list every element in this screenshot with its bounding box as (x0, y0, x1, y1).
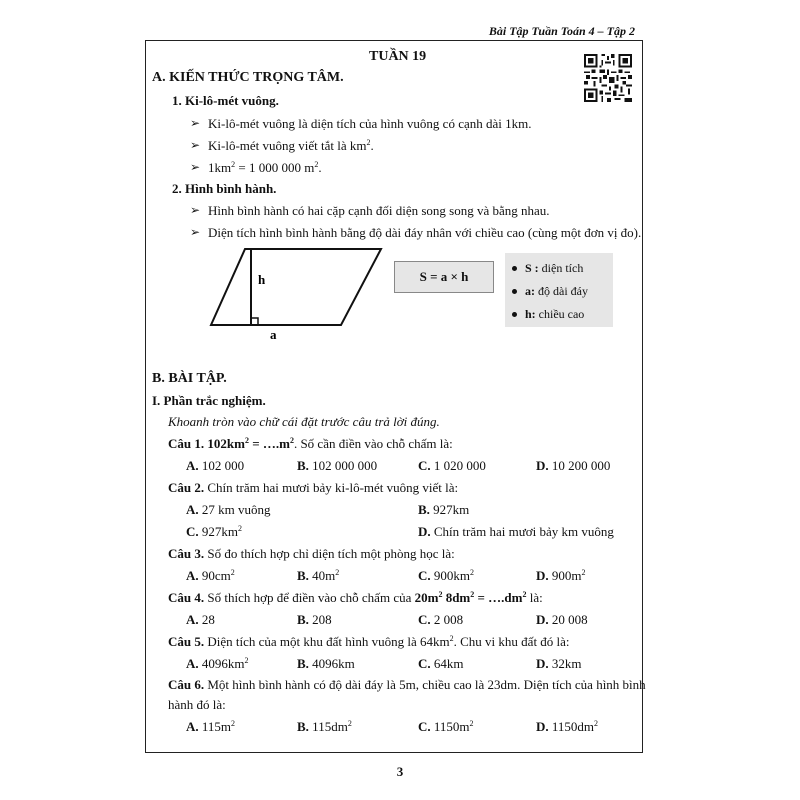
q2-option-c[interactable]: C. $927km^2$ (186, 524, 243, 539)
question-6-cont: hành đó là: (168, 697, 226, 712)
q1-option-b[interactable]: B. 102 000 000 (297, 458, 378, 473)
right-angle-marker (251, 318, 258, 325)
q3-option-d[interactable]: D. $900m^2$ (536, 568, 586, 583)
parallelogram-shape (211, 249, 381, 325)
q4-option-a[interactable]: A. 28 (186, 612, 215, 627)
sub1-bullet-1: Ki-lô-mét vuông là diện tích của hình vuông có cạnh dài 1km. (208, 116, 532, 131)
sub2-heading: 2. Hình bình hành. (172, 181, 277, 196)
qr-code (584, 54, 632, 102)
q5-option-b[interactable]: B. 4096km (297, 656, 355, 671)
height-label: h (258, 272, 266, 287)
q4-option-d[interactable]: D. 20 008 (536, 612, 588, 627)
sub2-bullet-1: Hình bình hành có hai cặp cạnh đối diện song song và bằng nhau. (208, 203, 550, 218)
running-header: Bài Tập Tuần Toán 4 – Tập 2 (488, 24, 635, 38)
sub2-bullet-2: Diện tích hình bình hành bằng độ dài đáy nhân với chiều cao (cùng một đơn vị đo). (208, 225, 642, 240)
page-number: 3 (396, 764, 404, 779)
question-3: Câu 3. Số đo thích hợp chỉ diện tích một phòng học là: (168, 546, 455, 561)
parallelogram-diagram (205, 245, 385, 345)
sub1-heading: 1. Ki-lô-mét vuông. (172, 93, 279, 108)
question-2: Câu 2. Chín trăm hai mươi bảy ki-lô-mét vuông viết là: (168, 480, 459, 495)
q3-option-a[interactable]: A. $90cm^2$ (186, 568, 235, 583)
q3-option-b[interactable]: B. $40m^2$ (297, 568, 340, 583)
bullet-dot-icon (512, 312, 517, 317)
legend-item: a: độ dài đáy (505, 284, 588, 299)
question-1: Câu 1. $102km^2$ = $\dots.m^2$. Số cần điền vào chỗ chấm là: (168, 436, 453, 451)
q1-option-a[interactable]: A. 102 000 (186, 458, 245, 473)
q6-option-d[interactable]: D. $1150dm^2$ (536, 719, 599, 734)
q5-option-a[interactable]: A. $4096km^2$ (186, 656, 249, 671)
sub1-bullet-2: Ki-lô-mét vuông viết tắt là $km^2$. (208, 138, 374, 153)
q2-option-b[interactable]: B. 927km (418, 502, 470, 517)
q2-option-d[interactable]: D. Chín trăm hai mươi bảy km vuông (418, 524, 614, 539)
area-formula-box: S = a × h (394, 261, 494, 293)
part1-heading: I. Phần trắc nghiệm. (152, 393, 266, 408)
arrow-bullet-icon: ➢ (190, 116, 201, 130)
section-a-heading: A. KIẾN THỨC TRỌNG TÂM. (152, 70, 344, 85)
q1-option-d[interactable]: D. 10 200 000 (536, 458, 611, 473)
q4-option-c[interactable]: C. 2 008 (418, 612, 464, 627)
q5-option-d[interactable]: D. 32km (536, 656, 582, 671)
q6-option-a[interactable]: A. $115m^2$ (186, 719, 236, 734)
q2-option-a[interactable]: A. 27 km vuông (186, 502, 271, 517)
section-b-heading: B. BÀI TẬP. (152, 371, 227, 386)
arrow-bullet-icon: ➢ (190, 203, 201, 217)
formula-legend (505, 253, 613, 327)
q6-option-b[interactable]: B. $115dm^2$ (297, 719, 352, 734)
bullet-dot-icon (512, 266, 517, 271)
q3-option-c[interactable]: C. $900km^2$ (418, 568, 475, 583)
arrow-bullet-icon: ➢ (190, 138, 201, 152)
sub1-bullet-3: $1km^2 = 1$ 000 000 $m^2$. (208, 160, 322, 175)
q1-option-c[interactable]: C. 1 020 000 (418, 458, 486, 473)
q6-option-c[interactable]: C. $1150m^2$ (418, 719, 474, 734)
q4-option-b[interactable]: B. 208 (297, 612, 332, 627)
arrow-bullet-icon: ➢ (190, 225, 201, 239)
instruction-text: Khoanh tròn vào chữ cái đặt trước câu trả lời đúng. (168, 414, 440, 429)
question-5: Câu 5. Diện tích của một khu đất hình vuông là $64km^2$. Chu vi khu đất đó là: (168, 634, 570, 649)
legend-item: h: chiều cao (505, 307, 584, 322)
bullet-dot-icon (512, 289, 517, 294)
legend-item: S : diện tích (505, 261, 583, 276)
arrow-bullet-icon: ➢ (190, 160, 201, 174)
base-label: a (270, 327, 277, 342)
question-6: Câu 6. Một hình bình hành có độ dài đáy là 5m, chiều cao là 23dm. Diện tích của hình bình (168, 677, 646, 692)
page-title: TUẦN 19 (369, 49, 427, 64)
q5-option-c[interactable]: C. 64km (418, 656, 464, 671)
question-4: Câu 4. Số thích hợp để điền vào chỗ chấm của $20m^2$ $8dm^2$ = $\dots.dm^2$ là: (168, 590, 543, 605)
